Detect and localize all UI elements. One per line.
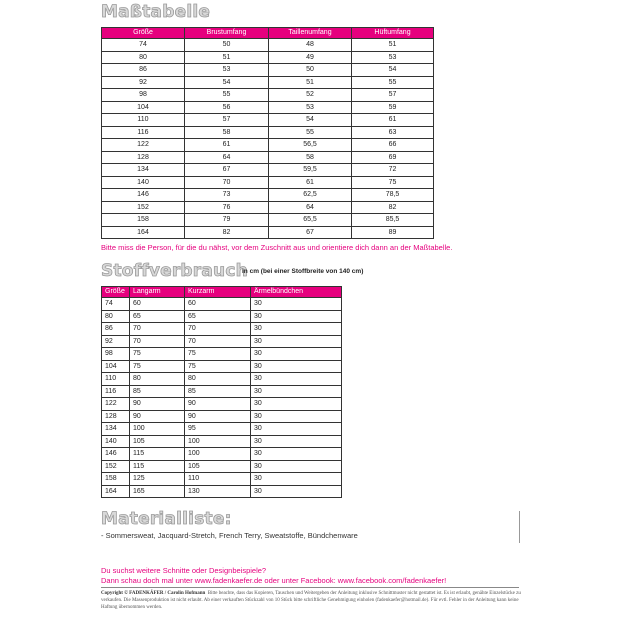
table-cell: 69	[352, 151, 434, 164]
table-cell: 30	[251, 485, 342, 498]
copyright-text: Bitte beachte, dass das Kopieren, Tauschen und Weitergeben der Anleitung inklusive Schnittmuster nicht gestattet ist. Es ist erlaubt, genähte Einzelstücke zu verkaufen. Die Massenproduktion ist nicht erlaubt. Ab einer verkauften Stückzahl von 10 Stück bitte schriftliche Genehmigung einholen (fadenkaefer@hotmail.de). Für evtl. Fehler in der Anleitung kann keine Haftung übernommen werden.	[101, 591, 521, 610]
table-cell: 70	[130, 335, 185, 348]
table-cell: 54	[352, 64, 434, 77]
table-cell: 65	[130, 310, 185, 323]
table-cell: 30	[251, 410, 342, 423]
table-cell: 30	[251, 460, 342, 473]
table-row	[102, 114, 434, 127]
table-cell: 85,5	[352, 214, 434, 227]
table-cell: 122	[102, 139, 185, 152]
table-cell: 57	[185, 114, 269, 127]
table-row	[102, 448, 342, 461]
table-cell: 104	[102, 101, 185, 114]
table-row	[102, 214, 434, 227]
table-cell: 110	[102, 373, 130, 386]
copyright-lead: Copyright © FADENKÄFER / Carolin Hofmann	[101, 591, 206, 596]
table-cell: 82	[352, 201, 434, 214]
column-header: Größe	[102, 28, 185, 39]
table-row	[102, 335, 342, 348]
table-cell: 53	[352, 51, 434, 64]
table-row	[102, 51, 434, 64]
table-cell: 90	[130, 410, 185, 423]
vertical-divider	[519, 511, 520, 543]
table-row	[102, 385, 342, 398]
table-row	[102, 373, 342, 386]
table-cell: 30	[251, 373, 342, 386]
table-cell: 110	[185, 473, 251, 486]
table-cell: 64	[185, 151, 269, 164]
table-row	[102, 151, 434, 164]
table-cell: 58	[269, 151, 352, 164]
table-cell: 116	[102, 126, 185, 139]
table-cell: 75	[130, 360, 185, 373]
table-cell: 61	[269, 176, 352, 189]
table-cell: 74	[102, 39, 185, 52]
table-cell: 51	[185, 51, 269, 64]
table-cell: 90	[185, 410, 251, 423]
table-cell: 48	[269, 39, 352, 52]
table-cell: 75	[185, 360, 251, 373]
table-cell: 134	[102, 423, 130, 436]
table-row	[102, 323, 342, 336]
table-row	[102, 201, 434, 214]
table-row	[102, 298, 342, 311]
table-row	[102, 89, 434, 102]
fabric-usage-table	[101, 286, 342, 498]
table-cell: 146	[102, 189, 185, 202]
table-cell: 30	[251, 310, 342, 323]
table-cell: 105	[130, 435, 185, 448]
table-row	[102, 348, 342, 361]
table-cell: 59	[352, 101, 434, 114]
table-row	[102, 164, 434, 177]
table-cell: 98	[102, 89, 185, 102]
table-row	[102, 139, 434, 152]
table-cell: 54	[185, 76, 269, 89]
table-cell: 72	[352, 164, 434, 177]
table-cell: 86	[102, 64, 185, 77]
table-cell: 49	[269, 51, 352, 64]
table-cell: 61	[185, 139, 269, 152]
table-cell: 60	[130, 298, 185, 311]
table-cell: 62,5	[269, 189, 352, 202]
table-cell: 51	[352, 39, 434, 52]
column-header: Ärmelbündchen	[251, 287, 342, 298]
table-cell: 73	[185, 189, 269, 202]
table-cell: 128	[102, 151, 185, 164]
table-cell: 100	[130, 423, 185, 436]
table-cell: 140	[102, 435, 130, 448]
table-cell: 80	[130, 373, 185, 386]
table-cell: 70	[185, 323, 251, 336]
table-row	[102, 485, 342, 498]
table-cell: 158	[102, 214, 185, 227]
table-cell: 100	[185, 448, 251, 461]
table-cell: 152	[102, 460, 130, 473]
table-cell: 158	[102, 473, 130, 486]
table-cell: 61	[352, 114, 434, 127]
column-header: Brustumfang	[185, 28, 269, 39]
table-cell: 30	[251, 360, 342, 373]
table-row	[102, 189, 434, 202]
table-cell: 128	[102, 410, 130, 423]
table-cell: 55	[269, 126, 352, 139]
table-cell: 82	[185, 226, 269, 239]
table-cell: 57	[352, 89, 434, 102]
material-list-title: Materialliste:	[101, 509, 232, 529]
table-cell: 58	[185, 126, 269, 139]
table-cell: 60	[185, 298, 251, 311]
table-cell: 52	[269, 89, 352, 102]
table-row	[102, 310, 342, 323]
table-cell: 152	[102, 201, 185, 214]
table-cell: 30	[251, 423, 342, 436]
table-cell: 56,5	[269, 139, 352, 152]
table-cell: 67	[269, 226, 352, 239]
table-cell: 78,5	[352, 189, 434, 202]
copyright-notice	[101, 591, 521, 611]
promo-line-1: Du suchst weitere Schnitte oder Designbeispiele?	[101, 566, 267, 575]
table-cell: 90	[185, 398, 251, 411]
table-cell: 110	[102, 114, 185, 127]
size-chart-title: Maßtabelle	[101, 2, 211, 22]
table-cell: 75	[352, 176, 434, 189]
table-cell: 164	[102, 226, 185, 239]
table-row	[102, 398, 342, 411]
table-cell: 30	[251, 348, 342, 361]
table-cell: 130	[185, 485, 251, 498]
table-cell: 70	[185, 335, 251, 348]
table-cell: 115	[130, 460, 185, 473]
table-row	[102, 176, 434, 189]
table-cell: 80	[102, 310, 130, 323]
table-cell: 67	[185, 164, 269, 177]
table-cell: 80	[185, 373, 251, 386]
table-row	[102, 410, 342, 423]
table-cell: 55	[352, 76, 434, 89]
column-header: Größe	[102, 287, 130, 298]
promo-line-2: Dann schau doch mal unter www.fadenkaefer.de oder unter Facebook: www.facebook.com/fadenkaefer!	[101, 576, 447, 585]
table-cell: 30	[251, 298, 342, 311]
column-header: Taillenumfang	[269, 28, 352, 39]
table-cell: 30	[251, 435, 342, 448]
table-cell: 76	[185, 201, 269, 214]
size-chart-table	[101, 27, 434, 239]
table-cell: 85	[185, 385, 251, 398]
table-row	[102, 126, 434, 139]
table-row	[102, 435, 342, 448]
table-cell: 30	[251, 448, 342, 461]
table-cell: 104	[102, 360, 130, 373]
table-cell: 56	[185, 101, 269, 114]
table-cell: 92	[102, 335, 130, 348]
table-cell: 115	[130, 448, 185, 461]
table-cell: 63	[352, 126, 434, 139]
fabric-width-note: in cm (bei einer Stoffbreite von 140 cm)	[242, 268, 364, 275]
table-cell: 134	[102, 164, 185, 177]
measure-note: Bitte miss die Person, für die du nähst, vor dem Zuschnitt aus und orientiere dich dann an der Maßtabelle.	[101, 243, 453, 252]
table-cell: 65	[185, 310, 251, 323]
table-cell: 90	[130, 398, 185, 411]
table-cell: 30	[251, 398, 342, 411]
table-cell: 79	[185, 214, 269, 227]
column-header: Hüftumfang	[352, 28, 434, 39]
footer-divider	[101, 587, 519, 588]
table-cell: 65,5	[269, 214, 352, 227]
table-cell: 146	[102, 448, 130, 461]
table-cell: 30	[251, 473, 342, 486]
table-cell: 98	[102, 348, 130, 361]
column-header: Langarm	[130, 287, 185, 298]
table-cell: 53	[185, 64, 269, 77]
table-cell: 164	[102, 485, 130, 498]
table-cell: 105	[185, 460, 251, 473]
table-cell: 30	[251, 385, 342, 398]
table-row	[102, 360, 342, 373]
table-row	[102, 101, 434, 114]
table-cell: 86	[102, 323, 130, 336]
table-cell: 70	[130, 323, 185, 336]
material-list-items: - Sommersweat, Jacquard-Stretch, French Terry, Sweatstoffe, Bündchenware	[101, 531, 358, 540]
table-row	[102, 39, 434, 52]
table-cell: 74	[102, 298, 130, 311]
table-cell: 64	[269, 201, 352, 214]
table-cell: 85	[130, 385, 185, 398]
table-cell: 53	[269, 101, 352, 114]
table-cell: 165	[130, 485, 185, 498]
table-cell: 80	[102, 51, 185, 64]
table-cell: 30	[251, 335, 342, 348]
table-cell: 55	[185, 89, 269, 102]
table-cell: 75	[130, 348, 185, 361]
table-cell: 59,5	[269, 164, 352, 177]
table-cell: 50	[185, 39, 269, 52]
table-cell: 30	[251, 323, 342, 336]
column-header: Kurzarm	[185, 287, 251, 298]
table-cell: 140	[102, 176, 185, 189]
table-cell: 125	[130, 473, 185, 486]
table-row	[102, 226, 434, 239]
table-cell: 54	[269, 114, 352, 127]
table-row	[102, 76, 434, 89]
table-cell: 92	[102, 76, 185, 89]
table-row	[102, 473, 342, 486]
table-cell: 116	[102, 385, 130, 398]
fabric-usage-title: Stoffverbrauch	[101, 261, 248, 281]
table-row	[102, 423, 342, 436]
table-cell: 100	[185, 435, 251, 448]
table-row	[102, 64, 434, 77]
table-cell: 50	[269, 64, 352, 77]
table-cell: 70	[185, 176, 269, 189]
table-cell: 122	[102, 398, 130, 411]
table-cell: 95	[185, 423, 251, 436]
table-cell: 66	[352, 139, 434, 152]
table-cell: 89	[352, 226, 434, 239]
table-cell: 51	[269, 76, 352, 89]
table-row	[102, 460, 342, 473]
table-cell: 75	[185, 348, 251, 361]
